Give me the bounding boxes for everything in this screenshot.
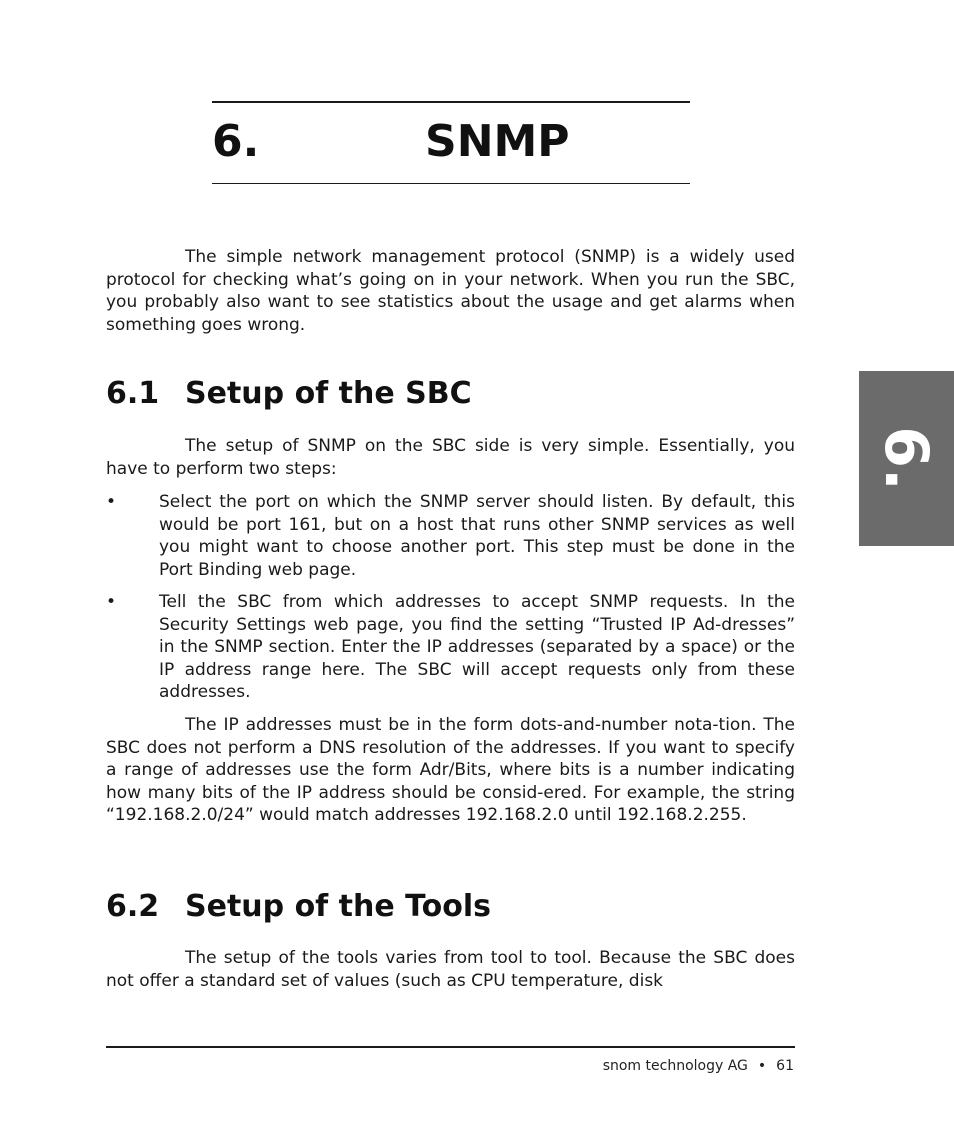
section1-intro-paragraph: The setup of SNMP on the SBC side is very simple. Essentially, you have to perform two steps: [106, 436, 795, 479]
section-title: Setup of the SBC [185, 376, 472, 411]
section-title: Setup of the Tools [185, 889, 492, 924]
section1-outro-paragraph: The IP addresses must be in the form dots-and-number nota-tion. The SBC does not perform a DNS resolution of the addresses. If you want to specify a range of addresses use the form Adr/Bits, where bits is a number indicating how many bits of the IP address should be consid-ered. For example, the string “192.168.2.0/24” would match addresses 192.168.2.0 until 192.168.2.255. [106, 715, 795, 825]
setup-steps-list [106, 491, 795, 714]
chapter-thumb-tab [859, 371, 954, 546]
list-item [106, 591, 795, 704]
chapter-bottom-rule [212, 183, 690, 184]
footer-company: snom technology AG [602, 1058, 748, 1074]
chapter-number: 6. [212, 116, 260, 167]
section-number: 6.1 [106, 376, 160, 411]
section-number: 6.2 [106, 889, 160, 924]
bullet-icon: • [106, 592, 117, 612]
list-item-text: Select the port on which the SNMP server should listen. By default, this would be port 161, but on a host that runs other SNMP services as well you might want to choose another port. This step must be done in the Port Binding web page. [159, 492, 795, 580]
list-item [106, 491, 795, 581]
chapter-title: SNMP [425, 116, 570, 167]
chapter-thumb-tab-label: 6. [871, 426, 942, 491]
footer-rule [106, 1046, 795, 1048]
section2-intro-paragraph: The setup of the tools varies from tool to tool. Because the SBC does not offer a standard set of values (such as CPU temperature, disk [106, 948, 795, 991]
bullet-icon: • [106, 492, 117, 512]
footer-separator: • [757, 1058, 767, 1074]
section-heading-setup-tools [106, 889, 491, 925]
intro-paragraph: The simple network management protocol (SNMP) is a widely used protocol for checking what’s going on in your network. When you run the SBC, you probably also want to see statistics about the usage and get alarms when something goes wrong. [106, 247, 795, 335]
chapter-top-rule [212, 101, 690, 103]
page-footer [603, 1056, 794, 1076]
chapter-heading [212, 114, 690, 174]
page-number: 61 [776, 1058, 794, 1074]
section-heading-setup-sbc [106, 376, 472, 412]
list-item-text: Tell the SBC from which addresses to accept SNMP requests. In the Security Settings web page, you find the setting “Trusted IP Ad-dresses” in the SNMP section. Enter the IP addresses (separated by a space) or the IP address range here. The SBC will accept requests only from these addresses. [159, 592, 795, 702]
